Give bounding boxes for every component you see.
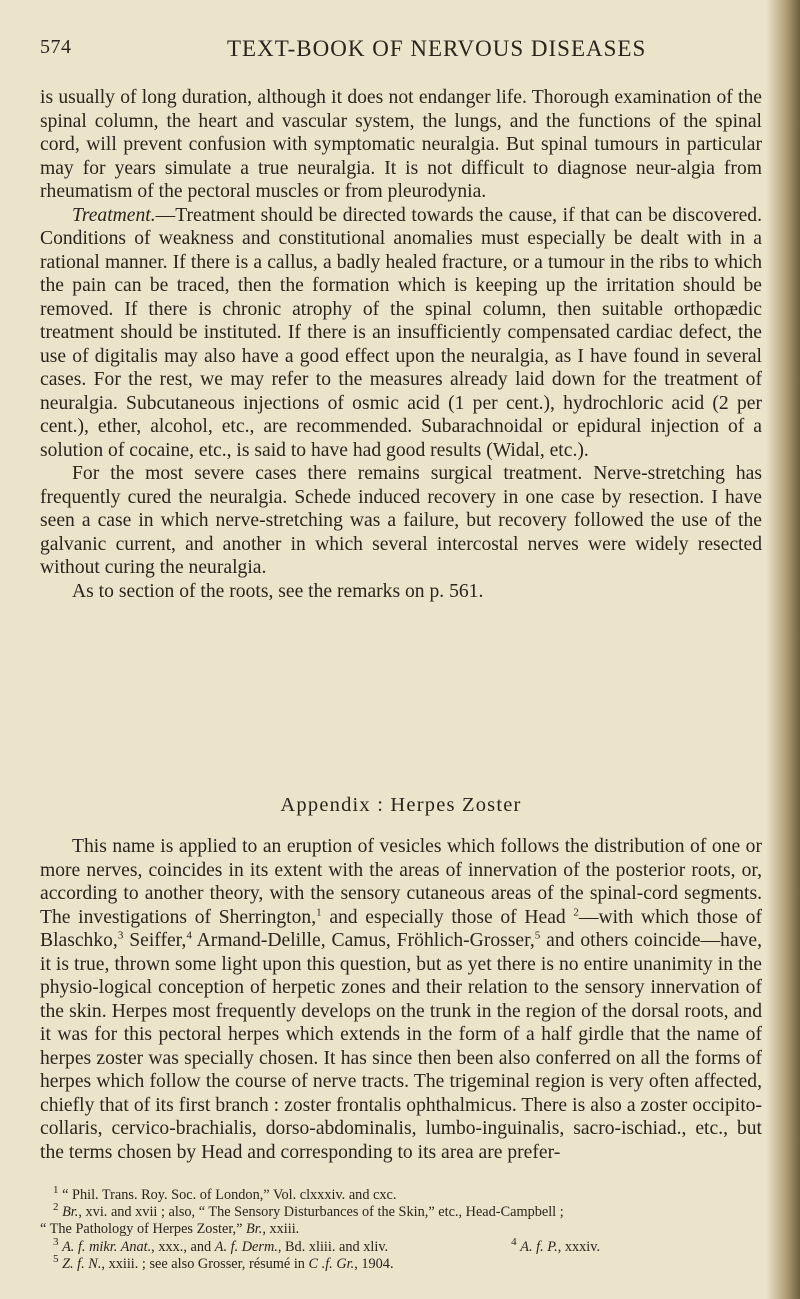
appendix-text: [40, 835, 762, 1164]
running-head: [40, 36, 680, 66]
paragraph-herpes: This name is applied to an eruption of vesicles which follows the distribution of one or more nerves, coincides in its extent with the areas of innervation of the posterior roots, or, according to another theory, with the sensory cutaneous areas of the spinal-cord segments. The investigations of Sherrington,$^1$ and especially those of Head $^2$—with which those of Blaschko,$^3$ Seiffer,$^4$ Armand-Delille, Camus, Fröhlich-Grosser,$^5$ and others coincide—have, it is true, thrown some light upon this question, but as yet there is no entire unanimity in the physio-logical conception of herpetic zones and their relation to the sensory innervation of the skin. Herpes most frequently develops on the trunk in the region of the dorsal roots, and it was for this pectoral herpes which extends in the form of a half girdle that the name of herpes zoster was specially chosen. It has since then been also conferred on all the forms of herpes which follow the course of nerve tracts. The trigeminal region is very often affected, chiefly that of its first branch : zoster frontalis ophthalmicus. There is also a zoster occipito-collaris, cervico-brachialis, dorso-abdominalis, lumbo-inguinalis, sacro-ischiad., etc., but the terms chosen by Head and corresponding to its area are prefer-: [40, 836, 762, 1163]
footnote-2-continued: “ The Pathology of Herpes Zoster,” Br., xxiii.: [40, 1221, 300, 1238]
footnote-ref-4: 4: [186, 929, 192, 942]
appendix-heading: Appendix : Herpes Zoster: [280, 794, 522, 816]
treatment-text: —Treatment should be directed towards the cause, if that can be discovered. Conditions of weakness and constitutional anomalies must especially be dealt with in a rational manner. If there is a callus, a badly healed fracture, or a tumour in the ribs to which the pain can be traced, then the formation which is keeping up the irritation should be removed. If there is chronic atrophy of the spinal column, then suitable orthopædic treatment should be instituted. If there is an insufficiently compensated cardiac defect, the use of digitalis may also have a good effect upon the neuralgia, as I have found in several cases. For the rest, we may refer to the measures already laid down for the treatment of neuralgia. Subcutaneous injections of osmic acid (1 per cent.), hydrochloric acid (2 per cent.), ether, alcohol, etc., are recommended. Subarachnoidal or epidural injection of a solution of cocaine, etc., is said to have had good results (Widal, etc.).: [40, 204, 762, 461]
footnote-ref-1: 1: [316, 905, 322, 918]
main-text: [40, 86, 762, 603]
footnote-2: $^2$ Br., xvi. and xvii ; also, “ The Sensory Disturbances of the Skin,” etc., Head-Campbell ;: [53, 1201, 564, 1221]
paragraph-surgical: For the most severe cases there remains surgical treatment. Nerve-stretching has frequently cured the neuralgia. Schede induced recovery in one case by resection. I have seen a case in which nerve-stretching was a failure, but recovery followed the use of the galvanic current, and another in which several intercostal nerves were widely resected without curing the neuralgia.: [40, 463, 762, 578]
footnote-ref-2: 2: [573, 905, 579, 918]
footnote-5: $^5$ Z. f. N., xxiii. ; see also Grosser, résumé in C .f. Gr., 1904.: [53, 1253, 394, 1272]
running-title: TEXT-BOOK OF NERVOUS DISEASES: [227, 36, 647, 61]
footnote-ref-3: 3: [117, 929, 124, 942]
footnote-3-4: $^3$ A. f. mikr. Anat., xxx., and A. f. Derm., Bd. xliii. and xliv. $^4$ A. f. P., xxxiv.: [53, 1235, 601, 1255]
footnote-ref-5: 5: [534, 929, 541, 942]
paragraph-treatment: [40, 204, 762, 463]
page-number: 574: [40, 36, 72, 58]
treatment-heading: Treatment.: [72, 204, 156, 226]
footnote-1: $^1$ “ Phil. Trans. Roy. Soc. of London,” Vol. clxxxiv. and cxc.: [53, 1184, 397, 1203]
paragraph-roots: As to section of the roots, see the remarks on p. 561.: [72, 580, 484, 602]
page-edge-shadow: [766, 0, 800, 1299]
paragraph-prognosis: is usually of long duration, although it does not endanger life. Thorough examination of the spinal column, the heart and vascular system, the lungs, and the functions of the spinal cord, will prevent confusion with symptomatic neuralgia. But spinal tumours in particular may for years simulate a true neuralgia. It is not difficult to diagnose neur-algia from rheumatism of the pectoral muscles or from pleurodynia.: [40, 87, 762, 202]
footnotes: [40, 1184, 762, 1273]
